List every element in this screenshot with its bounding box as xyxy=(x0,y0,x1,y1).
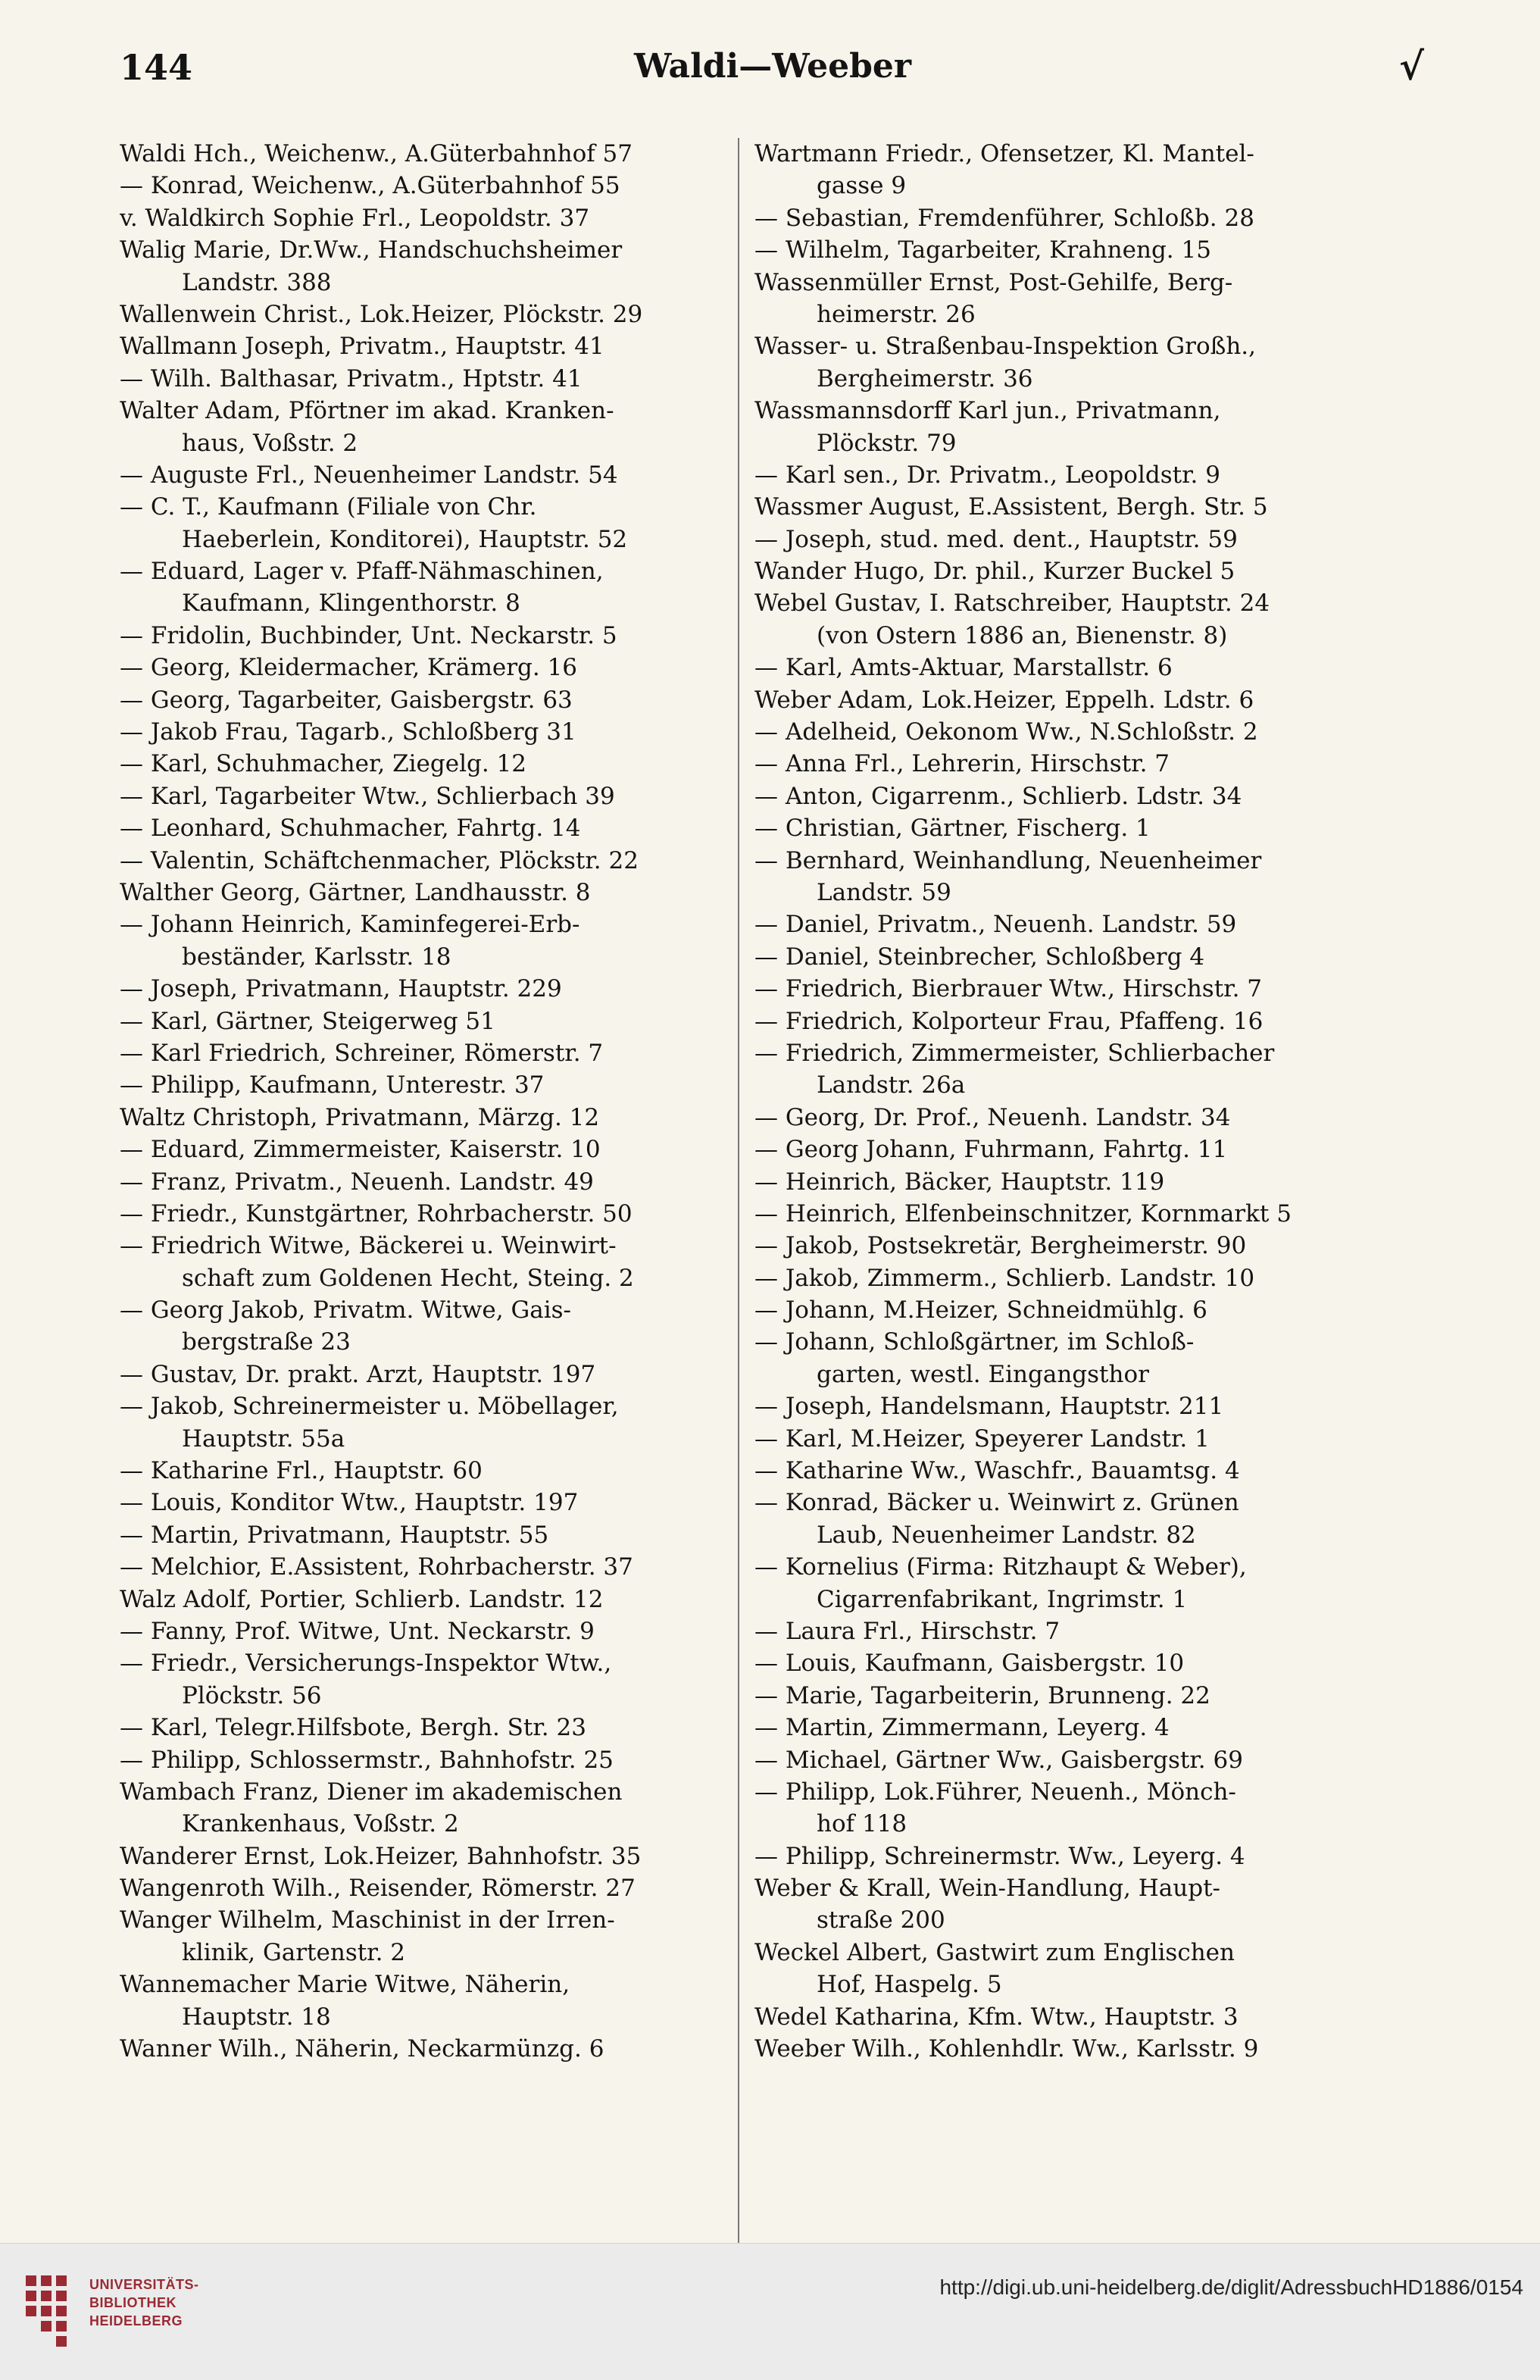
entry-continuation-line: schaft zum Goldenen Hecht, Steing. 2 xyxy=(182,1264,634,1292)
directory-entry-line: Walther Georg, Gärtner, Landhausstr. 8 xyxy=(120,878,591,906)
entry-continuation-line: Hauptstr. 18 xyxy=(182,2003,331,2031)
entry-continuation-line: Hof, Haspelg. 5 xyxy=(817,1971,1002,1999)
directory-entry-line: Weeber Wilh., Kohlenhdlr. Ww., Karlsstr. 9 xyxy=(754,2035,1259,2063)
directory-entry-line: — Jakob, Postsekretär, Bergheimerstr. 90 xyxy=(754,1232,1247,1260)
left-column xyxy=(120,138,726,2065)
directory-entry-line: — Daniel, Privatm., Neuenh. Landstr. 59 xyxy=(754,911,1237,939)
directory-entry-line: — Joseph, Privatmann, Hauptstr. 229 xyxy=(120,975,562,1003)
directory-entry-line: — Heinrich, Elfenbeinschnitzer, Kornmarkt 5 xyxy=(754,1199,1292,1228)
directory-entry-line: — Philipp, Kaufmann, Unterestr. 37 xyxy=(120,1071,545,1099)
library-line-2: BIBLIOTHEK xyxy=(89,2295,176,2310)
directory-entry-line: — Karl, Schuhmacher, Ziegelg. 12 xyxy=(120,750,527,778)
entry-continuation-line: Plöckstr. 56 xyxy=(182,1681,322,1709)
directory-entry-line: — Bernhard, Weinhandlung, Neuenheimer xyxy=(754,846,1262,874)
directory-entry-line: — Melchior, E.Assistent, Rohrbacherstr. 37 xyxy=(120,1553,633,1581)
directory-entry-line: — Daniel, Steinbrecher, Schloßberg 4 xyxy=(754,943,1205,971)
directory-entry-line: — Philipp, Lok.Führer, Neuenh., Mönch- xyxy=(754,1778,1236,1806)
directory-entry-line: — Auguste Frl., Neuenheimer Landstr. 54 xyxy=(120,461,618,489)
corner-mark: √ xyxy=(1399,44,1424,89)
directory-entry-line: Wanderer Ernst, Lok.Heizer, Bahnhofstr. 35 xyxy=(120,1842,642,1870)
directory-entry-line: — Konrad, Weichenw., A.Güterbahnhof 55 xyxy=(120,172,620,200)
directory-entry-line: — Martin, Zimmermann, Leyerg. 4 xyxy=(754,1714,1170,1742)
column-divider xyxy=(738,138,739,2275)
entry-continuation-line: (von Ostern 1886 an, Bienenstr. 8) xyxy=(817,621,1228,649)
right-column xyxy=(754,138,1360,2065)
directory-entry-line: — Friedr., Kunstgärtner, Rohrbacherstr. 50 xyxy=(120,1199,633,1228)
entry-continuation-line: Landstr. 26a xyxy=(817,1071,966,1099)
running-title: Waldi—Weeber xyxy=(633,47,912,86)
viewer-footer xyxy=(0,2243,1540,2380)
directory-entry-line: — Karl, Telegr.Hilfsbote, Bergh. Str. 23 xyxy=(120,1714,586,1742)
entry-continuation-line: haus, Voßstr. 2 xyxy=(182,429,358,457)
directory-entry-line: Wanner Wilh., Näherin, Neckarmünzg. 6 xyxy=(120,2035,604,2063)
directory-entry-line: — Heinrich, Bäcker, Hauptstr. 119 xyxy=(754,1168,1165,1196)
directory-entry-line: Weber & Krall, Wein-Handlung, Haupt- xyxy=(754,1875,1221,1903)
entry-continuation-line: Krankenhaus, Voßstr. 2 xyxy=(182,1810,459,1838)
directory-entry-line: — Karl, Amts-Aktuar, Marstallstr. 6 xyxy=(754,654,1173,682)
directory-entry-line: — Wilh. Balthasar, Privatm., Hptstr. 41 xyxy=(120,364,583,392)
directory-entry-line: — Jakob, Schreinermeister u. Möbellager, xyxy=(120,1393,619,1421)
directory-entry-line: — Georg, Tagarbeiter, Gaisbergstr. 63 xyxy=(120,686,573,714)
directory-entry-line: — Joseph, Handelsmann, Hauptstr. 211 xyxy=(754,1393,1224,1421)
directory-entry-line: Wambach Franz, Diener im akademischen xyxy=(120,1778,623,1806)
directory-entry-line: — Kornelius (Firma: Ritzhaupt & Weber), xyxy=(754,1553,1247,1581)
directory-entry-line: — Georg, Dr. Prof., Neuenh. Landstr. 34 xyxy=(754,1103,1231,1131)
directory-entry-line: Wasser- u. Straßenbau-Inspektion Großh., xyxy=(754,333,1256,361)
directory-entry-line: — Karl sen., Dr. Privatm., Leopoldstr. 9 xyxy=(754,461,1220,489)
directory-entry-line: — Jakob, Zimmerm., Schlierb. Landstr. 10 xyxy=(754,1264,1255,1292)
entry-continuation-line: Laub, Neuenheimer Landstr. 82 xyxy=(817,1521,1196,1549)
directory-entry-line: Walter Adam, Pförtner im akad. Kranken- xyxy=(120,397,614,425)
library-line-3: HEIDELBERG xyxy=(89,2313,183,2328)
directory-entry-line: — Georg Jakob, Privatm. Witwe, Gais- xyxy=(120,1296,572,1324)
entry-continuation-line: bergstraße 23 xyxy=(182,1328,351,1356)
entry-continuation-line: klinik, Gartenstr. 2 xyxy=(182,1938,406,1966)
directory-entry-line: — Gustav, Dr. prakt. Arzt, Hauptstr. 197 xyxy=(120,1360,596,1388)
entry-continuation-line: Bergheimerstr. 36 xyxy=(817,364,1033,392)
directory-entry-line: — Georg Johann, Fuhrmann, Fahrtg. 11 xyxy=(754,1136,1228,1164)
entry-continuation-line: gasse 9 xyxy=(817,172,907,200)
directory-entry-line: — Anton, Cigarrenm., Schlierb. Ldstr. 34 xyxy=(754,782,1242,810)
entry-continuation-line: Landstr. 59 xyxy=(817,878,951,906)
library-name xyxy=(89,2275,199,2330)
directory-entry-line: Wanger Wilhelm, Maschinist in der Irren- xyxy=(120,1906,615,1934)
directory-entry-line: — Sebastian, Fremdenführer, Schloßb. 28 xyxy=(754,204,1254,232)
directory-entry-line: Wassmer August, E.Assistent, Bergh. Str. 5 xyxy=(754,493,1268,521)
entry-continuation-line: garten, westl. Eingangsthor xyxy=(817,1360,1149,1388)
directory-entry-line: — Karl, Tagarbeiter Wtw., Schlierbach 39 xyxy=(120,782,615,810)
directory-entry-line: — Philipp, Schlossermstr., Bahnhofstr. 25 xyxy=(120,1746,614,1774)
directory-entry-line: Wannemacher Marie Witwe, Näherin, xyxy=(120,1971,570,1999)
directory-entry-line: — C. T., Kaufmann (Filiale von Chr. xyxy=(120,493,537,521)
directory-entry-line: Waltz Christoph, Privatmann, Märzg. 12 xyxy=(120,1103,600,1131)
directory-entry-line: Wedel Katharina, Kfm. Wtw., Hauptstr. 3 xyxy=(754,2003,1239,2031)
directory-entry-line: Wassmannsdorff Karl jun., Privatmann, xyxy=(754,397,1221,425)
entry-continuation-line: Hauptstr. 55a xyxy=(182,1425,345,1453)
directory-entry-line: Weber Adam, Lok.Heizer, Eppelh. Ldstr. 6 xyxy=(754,686,1254,714)
directory-entry-line: — Friedrich, Zimmermeister, Schlierbacher xyxy=(754,1039,1275,1067)
directory-entry-line: — Philipp, Schreinermstr. Ww., Leyerg. 4 xyxy=(754,1842,1245,1870)
directory-entry-line: — Friedrich Witwe, Bäckerei u. Weinwirt- xyxy=(120,1232,617,1260)
entry-continuation-line: hof 118 xyxy=(817,1810,907,1838)
directory-entry-line: Wallmann Joseph, Privatm., Hauptstr. 41 xyxy=(120,333,604,361)
directory-entry-line: — Michael, Gärtner Ww., Gaisbergstr. 69 xyxy=(754,1746,1243,1774)
directory-entry-line: — Katharine Frl., Hauptstr. 60 xyxy=(120,1457,483,1485)
directory-entry-line: Walz Adolf, Portier, Schlierb. Landstr. 12 xyxy=(120,1585,604,1613)
directory-entry-line: Webel Gustav, I. Ratschreiber, Hauptstr. 24 xyxy=(754,590,1270,618)
directory-entry-line: — Konrad, Bäcker u. Weinwirt z. Grünen xyxy=(754,1489,1239,1517)
heidelberg-library-logo-icon xyxy=(18,2268,82,2351)
directory-entry-line: — Eduard, Lager v. Pfaff-Nähmaschinen, xyxy=(120,558,604,586)
directory-entry-line: — Valentin, Schäftchenmacher, Plöckstr. 22 xyxy=(120,846,639,874)
directory-entry-line: — Fanny, Prof. Witwe, Unt. Neckarstr. 9 xyxy=(120,1617,595,1645)
directory-entry-line: v. Waldkirch Sophie Frl., Leopoldstr. 37 xyxy=(120,204,590,232)
entry-continuation-line: straße 200 xyxy=(817,1906,945,1934)
directory-entry-line: — Marie, Tagarbeiterin, Brunneng. 22 xyxy=(754,1681,1210,1709)
directory-entry-line: Wartmann Friedr., Ofensetzer, Kl. Mantel- xyxy=(754,140,1254,167)
directory-entry-line: — Friedrich, Bierbrauer Wtw., Hirschstr. 7 xyxy=(754,975,1262,1003)
directory-entry-line: — Wilhelm, Tagarbeiter, Krahneng. 15 xyxy=(754,236,1211,264)
entry-continuation-line: heimerstr. 26 xyxy=(817,300,976,328)
directory-entry-line: Wander Hugo, Dr. phil., Kurzer Buckel 5 xyxy=(754,558,1235,586)
directory-entry-line: — Christian, Gärtner, Fischerg. 1 xyxy=(754,815,1151,843)
directory-entry-line: — Jakob Frau, Tagarb., Schloßberg 31 xyxy=(120,718,576,746)
directory-entry-line: — Karl Friedrich, Schreiner, Römerstr. 7 xyxy=(120,1039,604,1067)
entry-continuation-line: Haeberlein, Konditorei), Hauptstr. 52 xyxy=(182,525,628,553)
directory-entry-line: — Louis, Konditor Wtw., Hauptstr. 197 xyxy=(120,1489,579,1517)
directory-entry-line: — Karl, M.Heizer, Speyerer Landstr. 1 xyxy=(754,1425,1210,1453)
directory-entry-line: — Joseph, stud. med. dent., Hauptstr. 59 xyxy=(754,525,1238,553)
directory-entry-line: — Friedr., Versicherungs-Inspektor Wtw., xyxy=(120,1650,612,1678)
directory-entry-line: — Franz, Privatm., Neuenh. Landstr. 49 xyxy=(120,1168,594,1196)
directory-entry-line: — Anna Frl., Lehrerin, Hirschstr. 7 xyxy=(754,750,1170,778)
directory-entry-line: — Eduard, Zimmermeister, Kaiserstr. 10 xyxy=(120,1136,601,1164)
directory-entry-line: — Johann, M.Heizer, Schneidmühlg. 6 xyxy=(754,1296,1207,1324)
directory-entry-line: — Laura Frl., Hirschstr. 7 xyxy=(754,1617,1061,1645)
directory-entry-line: — Leonhard, Schuhmacher, Fahrtg. 14 xyxy=(120,815,581,843)
directory-entry-line: — Johann, Schloßgärtner, im Schloß- xyxy=(754,1328,1195,1356)
directory-entry-line: Wangenroth Wilh., Reisender, Römerstr. 27 xyxy=(120,1875,636,1903)
entry-continuation-line: Cigarrenfabrikant, Ingrimstr. 1 xyxy=(817,1585,1188,1613)
directory-entry-line: Weckel Albert, Gastwirt zum Englischen xyxy=(754,1938,1235,1966)
directory-entry-line: Waldi Hch., Weichenw., A.Güterbahnhof 57 xyxy=(120,140,633,167)
directory-entry-line: — Louis, Kaufmann, Gaisbergstr. 10 xyxy=(754,1650,1185,1678)
entry-continuation-line: Landstr. 388 xyxy=(182,268,332,296)
source-url-link[interactable]: http://digi.ub.uni-heidelberg.de/diglit/AdressbuchHD1886/0154 xyxy=(939,2275,1523,2299)
directory-entry-line: — Martin, Privatmann, Hauptstr. 55 xyxy=(120,1521,549,1549)
directory-entry-line: — Georg, Kleidermacher, Krämerg. 16 xyxy=(120,654,578,682)
library-line-1: UNIVERSITÄTS- xyxy=(89,2277,199,2292)
page-number: 144 xyxy=(120,47,193,88)
entry-continuation-line: beständer, Karlsstr. 18 xyxy=(182,943,451,971)
directory-entry-line: — Fridolin, Buchbinder, Unt. Neckarstr. 5 xyxy=(120,621,617,649)
directory-entry-line: — Karl, Gärtner, Steigerweg 51 xyxy=(120,1007,495,1035)
entry-continuation-line: Kaufmann, Klingenthorstr. 8 xyxy=(182,590,520,618)
directory-entry-line: Wassenmüller Ernst, Post-Gehilfe, Berg- xyxy=(754,268,1233,296)
entry-continuation-line: Plöckstr. 79 xyxy=(817,429,957,457)
directory-entry-line: — Katharine Ww., Waschfr., Bauamtsg. 4 xyxy=(754,1457,1240,1485)
directory-entry-line: Walig Marie, Dr.Ww., Handschuchsheimer xyxy=(120,236,623,264)
directory-entry-line: — Adelheid, Oekonom Ww., N.Schloßstr. 2 xyxy=(754,718,1258,746)
page-header xyxy=(114,44,1432,100)
directory-entry-line: — Friedrich, Kolporteur Frau, Pfaffeng. 16 xyxy=(754,1007,1264,1035)
directory-entry-line: Wallenwein Christ., Lok.Heizer, Plöckstr. 29 xyxy=(120,300,643,328)
directory-entry-line: — Johann Heinrich, Kaminfegerei-Erb- xyxy=(120,911,580,939)
